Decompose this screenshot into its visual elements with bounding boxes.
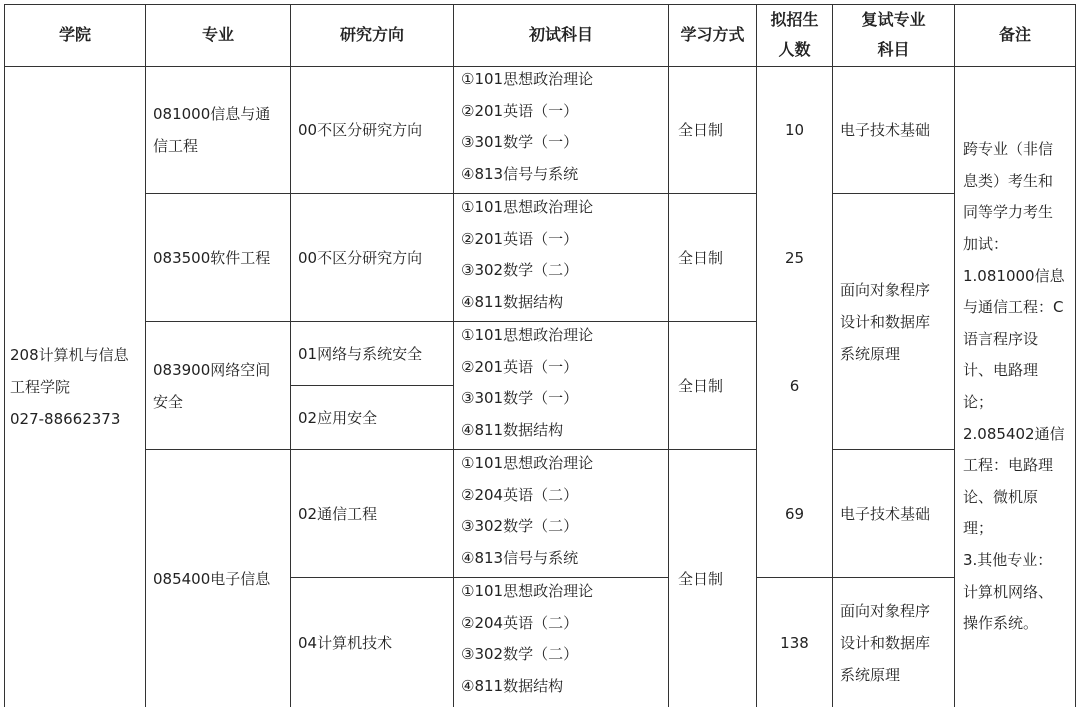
notes-line: 2.085402通信 [963, 424, 1065, 443]
direction-label: 02应用安全 [298, 408, 378, 427]
direction-label: 04计算机技术 [298, 633, 393, 652]
notes-line: 息类）考生和 [963, 171, 1054, 190]
retest-cell [840, 578, 954, 707]
retest-subject-line3: 系统原理 [840, 344, 901, 363]
direction-label: 00不区分研究方向 [298, 121, 423, 139]
subject-item: ③302数学（二） [461, 517, 579, 535]
notes-line: 与通信工程：C [963, 298, 1064, 317]
table-border-left [4, 4, 5, 707]
exam-subjects-cell [461, 320, 668, 450]
study-mode-label: 全日制 [678, 248, 724, 267]
header-study-mode-label: 学习方式 [680, 25, 745, 44]
major-name-line1: 085400电子信息 [153, 569, 271, 588]
college-phone: 027-88662373 [10, 410, 121, 428]
direction-cell [298, 322, 453, 385]
notes-line: 工程：电路理 [963, 456, 1054, 475]
subject-item: ④813信号与系统 [461, 164, 579, 183]
quota-value: 10 [784, 121, 805, 139]
subject-item: ①101思想政治理论 [461, 454, 594, 472]
subject-item: ②201英语（一） [461, 357, 579, 376]
major-name-line2: 安全 [153, 392, 184, 411]
subject-item: ④811数据结构 [461, 292, 564, 311]
header-college [4, 4, 146, 66]
direction-cell [298, 578, 453, 707]
college-name-line1: 208计算机与信息 [10, 346, 129, 364]
college-cell [10, 67, 145, 707]
study-mode-label: 全日制 [678, 569, 724, 588]
notes-line: 3.其他专业： [963, 550, 1053, 569]
header-study-mode [668, 4, 757, 66]
col-divider [145, 4, 146, 707]
college-name-line2: 工程学院 [10, 378, 71, 396]
notes-cell [963, 67, 1076, 707]
header-college-label: 学院 [58, 25, 91, 44]
major-cell [153, 67, 290, 193]
header-direction-label: 研究方向 [339, 25, 404, 44]
major-name-line2: 信工程 [153, 137, 199, 155]
quota-cell [756, 450, 833, 577]
notes-line: 语言程序设 [963, 329, 1039, 348]
header-major [145, 4, 291, 66]
notes-line: 论； [963, 393, 994, 411]
quota-value: 69 [784, 504, 805, 523]
retest-cell [840, 67, 954, 193]
header-retest [832, 4, 955, 66]
col-divider [954, 4, 955, 707]
direction-cell [298, 386, 453, 449]
header-major-label: 专业 [201, 25, 234, 44]
study-mode-cell [678, 322, 756, 449]
subject-item: ①101思想政治理论 [461, 198, 594, 216]
direction-cell [298, 194, 453, 321]
major-name-line1: 081000信息与通 [153, 105, 271, 123]
retest-subject: 电子技术基础 [840, 121, 931, 139]
study-mode-cell [678, 194, 756, 321]
notes-line: 同等学力考生 [963, 203, 1054, 222]
notes-line: 计、电路理 [963, 361, 1039, 380]
subject-item: ③302数学（二） [461, 261, 579, 279]
subject-item: ③301数学（一） [461, 133, 579, 151]
major-cell [153, 194, 290, 321]
exam-subjects-cell [461, 448, 668, 578]
header-notes [954, 4, 1076, 66]
direction-label: 02通信工程 [298, 504, 378, 523]
notes-line: 论、微机原 [963, 487, 1039, 506]
notes-line: 操作系统。 [963, 614, 1039, 633]
major-cell [153, 450, 290, 707]
header-direction [290, 4, 454, 66]
exam-subjects-cell [461, 64, 668, 194]
exam-subjects-cell [461, 576, 668, 707]
study-mode-cell [678, 67, 756, 193]
quota-cell [756, 322, 833, 449]
direction-label: 00不区分研究方向 [298, 248, 423, 267]
retest-cell-shared [840, 194, 954, 449]
col-divider [290, 4, 291, 707]
subject-item: ①101思想政治理论 [461, 70, 594, 88]
notes-line: 1.081000信息 [963, 266, 1065, 285]
study-mode-cell [678, 450, 756, 707]
exam-subjects-cell [461, 192, 668, 322]
notes-line: 理； [963, 519, 994, 538]
header-quota-line1: 拟招生 [770, 10, 819, 29]
header-exam-subjects [453, 4, 669, 66]
subject-item: ②201英语（一） [461, 101, 579, 120]
quota-value: 25 [784, 248, 805, 267]
notes-line: 加试： [963, 235, 1009, 254]
retest-subject-line1: 面向对象程序 [840, 601, 931, 620]
subject-item: ②201英语（一） [461, 229, 579, 248]
retest-subject: 电子技术基础 [840, 504, 931, 523]
quota-cell [756, 194, 833, 321]
retest-subject-line1: 面向对象程序 [840, 280, 931, 299]
subject-item: ②204英语（二） [461, 613, 579, 632]
direction-label: 01网络与系统安全 [298, 344, 423, 363]
major-cell [153, 322, 290, 449]
subject-item: ④811数据结构 [461, 420, 564, 439]
subject-item: ④813信号与系统 [461, 548, 579, 567]
subject-item: ①101思想政治理论 [461, 582, 594, 600]
col-divider [668, 4, 669, 707]
direction-cell [298, 67, 453, 193]
col-divider [453, 4, 454, 707]
major-name-line1: 083900网络空间 [153, 360, 271, 379]
header-retest-line1: 复试专业 [861, 10, 926, 29]
subject-item: ③302数学（二） [461, 645, 579, 663]
retest-cell [840, 450, 954, 577]
header-quota [756, 4, 833, 66]
subject-item: ④811数据结构 [461, 676, 564, 695]
notes-line: 计算机网络、 [963, 582, 1054, 601]
retest-subject-line2: 设计和数据库 [840, 312, 931, 331]
notes-line: 跨专业（非信 [963, 140, 1054, 159]
quota-value: 138 [780, 633, 809, 652]
subject-item: ②204英语（二） [461, 485, 579, 504]
retest-subject-line2: 设计和数据库 [840, 633, 931, 652]
header-notes-label: 备注 [998, 25, 1031, 44]
quota-value: 6 [789, 376, 800, 395]
study-mode-label: 全日制 [678, 121, 724, 139]
header-retest-line2: 科目 [877, 40, 910, 59]
study-mode-label: 全日制 [678, 376, 724, 395]
quota-cell [756, 67, 833, 193]
subject-item: ①101思想政治理论 [461, 326, 594, 344]
major-name-line1: 083500软件工程 [153, 248, 271, 267]
header-quota-line2: 人数 [778, 40, 811, 59]
retest-subject-line3: 系统原理 [840, 665, 901, 684]
direction-cell [298, 450, 453, 577]
header-exam-subjects-label: 初试科目 [528, 25, 593, 44]
quota-cell [756, 578, 833, 707]
subject-item: ③301数学（一） [461, 389, 579, 407]
